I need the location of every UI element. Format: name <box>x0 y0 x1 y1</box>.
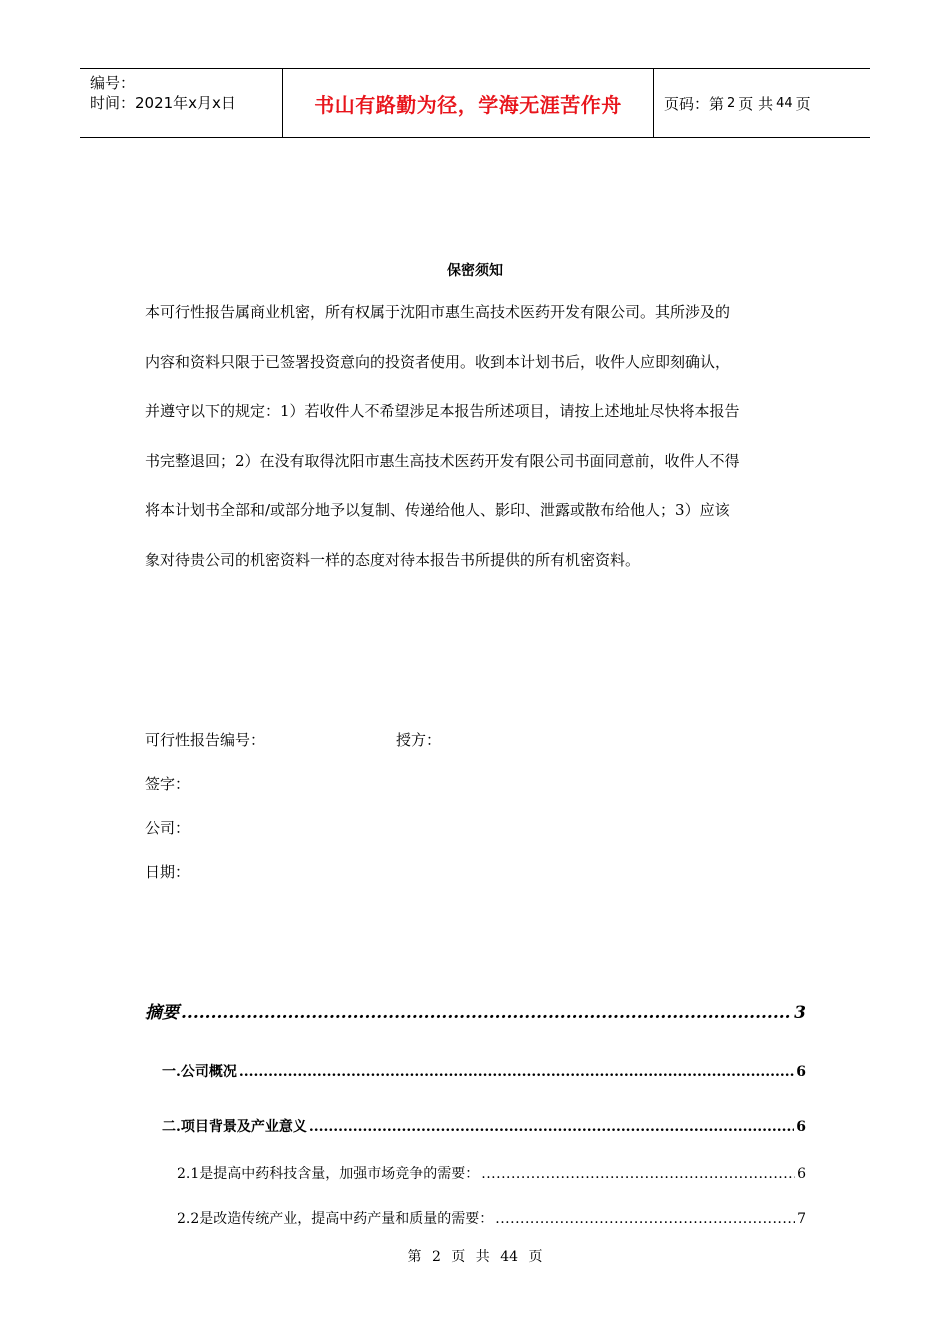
notice-line: 内容和资料只限于已签署投资意向的投资者使用。收到本计划书后，收件人应即刻确认， <box>145 352 731 371</box>
toc-entry-company-overview[interactable] <box>162 1061 806 1081</box>
header-date-label: 时间：2021年x月x日 <box>90 94 236 112</box>
toc-entry-2-1[interactable] <box>177 1163 806 1183</box>
notice-paragraph <box>145 296 810 594</box>
header-page-mid: 页 共 <box>738 94 774 113</box>
toc-entry-abstract[interactable] <box>145 998 806 1023</box>
toc-leader-dots <box>181 1003 792 1023</box>
toc-entry-title: 摘要 <box>145 1003 179 1023</box>
toc-entry-title: 二.项目背景及产业意义 <box>162 1119 307 1135</box>
toc-entry-title: 2.2是改造传统产业，提高中药产量和质量的需要： <box>177 1211 494 1227</box>
toc-entry-page: 7 <box>797 1211 806 1227</box>
toc-leader-dots <box>495 1211 795 1227</box>
header-meta-cell <box>80 69 283 137</box>
header-motto: 书山有路勤为径，学海无涯苦作舟 <box>283 69 654 137</box>
grantee-field: 授方： <box>396 731 442 749</box>
header-number-label: 编号： <box>90 74 136 92</box>
signature-field: 签字： <box>145 775 191 793</box>
notice-line: 本可行性报告属商业机密，所有权属于沈阳市惠生高技术医药开发有限公司。其所涉及的 <box>145 303 731 321</box>
toc-entry-page: 6 <box>796 1119 806 1135</box>
toc-leader-dots <box>481 1166 795 1182</box>
toc-entry-2-2[interactable] <box>177 1208 806 1228</box>
toc-entry-project-background[interactable] <box>162 1116 806 1136</box>
toc-entry-page: 6 <box>797 1166 806 1182</box>
report-number-field: 可行性报告编号： <box>145 731 266 749</box>
toc-entry-page: 6 <box>796 1064 806 1080</box>
toc-entry-title: 一.公司概况 <box>162 1064 237 1080</box>
toc-leader-dots <box>239 1064 794 1080</box>
notice-title: 保密须知 <box>447 263 503 279</box>
page-header <box>80 68 870 138</box>
header-page-total: 44 <box>776 95 793 111</box>
company-field: 公司： <box>145 819 191 837</box>
notice-line: 将本计划书全部和/或部分地予以复制、传递给他人、影印、泄露或散布给他人；3）应该 <box>145 501 730 520</box>
date-field: 日期： <box>145 863 191 881</box>
header-page-suffix: 页 <box>795 94 811 113</box>
toc-leader-dots <box>309 1119 794 1135</box>
notice-line: 书完整退回；2）在没有取得沈阳市惠生高技术医药开发有限公司书面同意前，收件人不得 <box>145 451 740 470</box>
toc-entry-page: 3 <box>794 1003 806 1023</box>
notice-line: 并遵守以下的规定：1）若收件人不希望涉足本报告所述项目，请按上述地址尽快将本报告 <box>145 402 740 421</box>
toc-entry-title: 2.1是提高中药科技含量，加强市场竞争的需要： <box>177 1166 480 1182</box>
header-page-prefix: 页码：第 <box>664 94 725 113</box>
header-page-current: 2 <box>727 95 736 111</box>
header-page-info <box>664 69 811 137</box>
page-footer: 第 2 页 共 44 页 <box>407 1249 543 1265</box>
notice-line: 象对待贵公司的机密资料一样的态度对待本报告书所提供的所有机密资料。 <box>145 550 641 569</box>
